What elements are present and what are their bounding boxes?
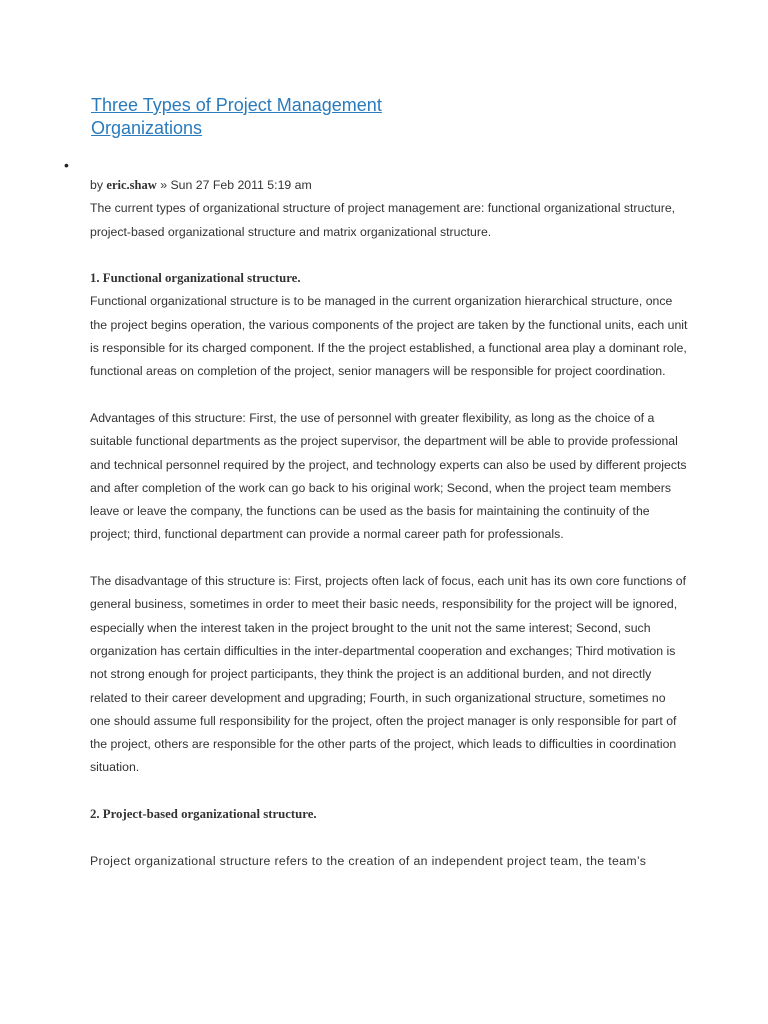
spacer — [90, 547, 688, 570]
article-content — [90, 174, 688, 873]
article-title-link[interactable]: Three Types of Project Management Organizations — [91, 95, 382, 138]
post-date: Sun 27 Feb 2011 5:19 am — [170, 178, 312, 192]
disadvantages-paragraph: The disadvantage of this structure is: First, projects often lack of focus, each unit has its own core functions of general business, sometimes in order to meet their basic needs, responsibility for the project will be ignored, especially when the interest taken in the project brought to the unit not the same interest; Second, such organization has certain difficulties in the inter-departmental cooperation and exchanges; Third motivation is not strong enough for project participants, they think the project is an additional burden, and not directly related to their career development and upgrading; Fourth, in such organizational structure, sometimes no one should assume full responsibility for the project, often the project manager is only responsible for part of the project, others are responsible for the other parts of the project, which leads to difficulties in coordination situation. — [90, 574, 687, 775]
author-name[interactable]: eric.shaw — [106, 178, 157, 192]
spacer — [90, 780, 688, 803]
spacer — [90, 826, 688, 849]
section-1-heading: 1. Functional organizational structure. — [90, 271, 301, 286]
intro-paragraph: The current types of organizational structure of project management are: functional organizational structure, project-based organizational structure and matrix organizational structure. — [90, 201, 676, 239]
section-2-body: Project organizational structure refers to the creation of an independent project team, the team’s — [90, 853, 647, 868]
section-2-heading: 2. Project-based organizational structure. — [90, 807, 317, 822]
spacer — [90, 244, 688, 267]
spacer — [90, 384, 688, 407]
byline — [90, 174, 688, 197]
byline-separator: » — [160, 178, 168, 192]
advantages-paragraph: Advantages of this structure: First, the use of personnel with greater flexibility, as long as the choice of a suitable functional departments as the project supervisor, the department will be able to provide professional and technical personnel required by the project, and technology experts can also be used by different projects and after completion of the work can go back to his original work; Second, when the project team members leave or leave the company, the functions can be used as the basis for maintaining the continuity of the project; third, functional department can provide a normal career path for professionals. — [90, 410, 687, 542]
section-1-body: Functional organizational structure is to be managed in the current organization hierarchical structure, once the project begins operation, the various components of the project are taken by the functional units, each unit is responsible for its charged component. If the the project established, a functional area play a dominant role, functional areas on completion of the project, senior managers will be responsible for project coordination. — [90, 294, 688, 379]
byline-prefix: by — [90, 178, 103, 192]
list-bullet: • — [64, 157, 69, 173]
